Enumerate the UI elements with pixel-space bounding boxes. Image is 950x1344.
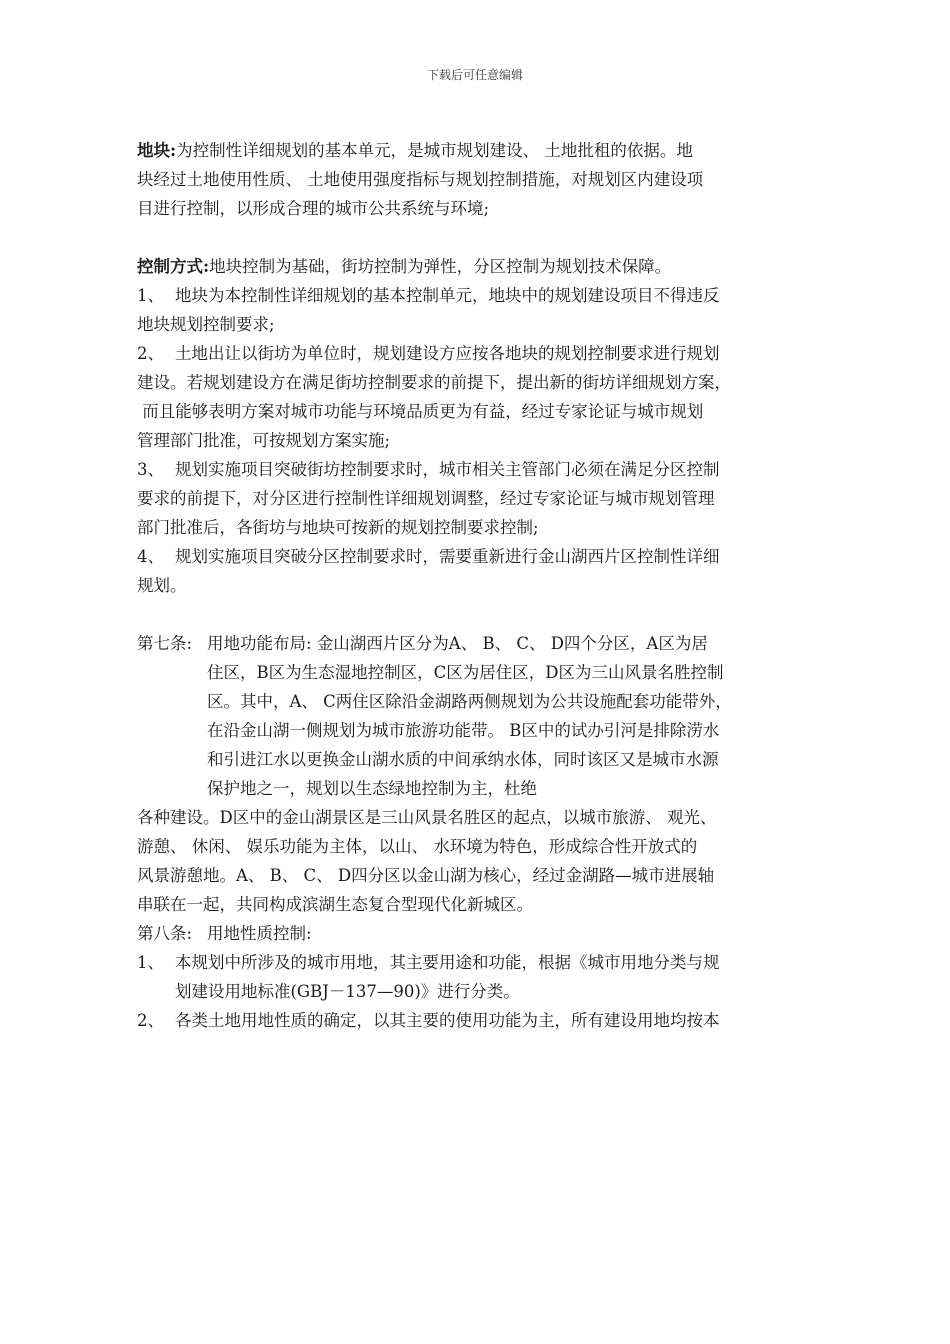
list-number: 1、: [137, 953, 164, 972]
page-header: 下载后可任意编辑: [426, 68, 523, 82]
para-land-block-line-2: 块经过土地使用性质、 土地使用强度指标与规划控制措施，对规划区内建设项: [137, 170, 704, 189]
list-number: 4、: [137, 547, 164, 566]
list-number: 1、: [137, 286, 164, 305]
article-7-label: 第七条:: [137, 634, 193, 653]
control-list-item-3: 3、 规划实施项目突破街坊控制要求时，城市相关主管部门必须在满足分区控制 要求的前提下，对分区进行控制性详细规划调整，经过专家论证与城市规划管理 部门批准后，各街坊与地块可按新的规划控制要求控制;: [137, 455, 817, 542]
control-list-item-2: 2、 土地出让以街坊为单位时，规划建设方应按各地块的规划控制要求进行规划 建设。若规划建设方在满足街坊控制要求的前提下，提出新的街坊详细规划方案， 而且能够表明方案对城市功能与环境品质更为有益，经过专家论证与城市规划 管理部门批准，可按规划方案实施;: [137, 339, 817, 455]
control-list-item-1: 1、 地块为本控制性详细规划的基本控制单元，地块中的规划建设项目不得违反 地块规划控制要求;: [137, 281, 817, 339]
term-land-block: 地块:: [137, 141, 177, 160]
article-8: [137, 919, 817, 1035]
para-land-block-line-1: 地块:为控制性详细规划的基本单元，是城市规划建设、 土地批租的依据。地: [137, 141, 693, 160]
article-8-label: 第八条:: [137, 924, 193, 943]
para-control-method-line-1: 控制方式:地块控制为基础，街坊控制为弹性，分区控制为规划技术保障。: [137, 257, 672, 276]
article-7: 第七条: 用地功能布局: 金山湖西片区分为A、 B、 C、 D四个分区，A区为居 住区，B区为生态湿地控制区，C区为居住区，D区为三山风景名胜控制 区。其中，A、 C两住区除沿金湖路两侧规划为公共设施配套功能带外， 在沿金山湖一侧规划为城市旅游功能带。 B区中的试办引河是排除涝水 和引进江水以更换金山湖水质的中间承纳水体，同时该区又是城市水源 保护地之一，规划以生态绿地控制为主，杜绝 各种建设。D区中的金山湖景区是三山风景名胜区的起点，以城市旅游、 观光、 游憩、 休闲、 娱乐功能为主体，以山、 水环境为特色，形成综合性开放式的 风景游憩地。A、 B、 C、 D四分区以金山湖为核心，经过金湖路—城市进展轴 串联在一起，共同构成滨湖生态复合型现代化新城区。: [137, 629, 817, 919]
article-8-item-1: 1、 本规划中所涉及的城市用地，其主要用途和功能，根据《城市用地分类与规 划建设用地标准(GBJ－137—90)》进行分类。: [137, 948, 817, 1006]
list-number: 2、: [137, 1011, 164, 1030]
term-control-method: 控制方式:: [137, 257, 210, 276]
document-body: [137, 136, 817, 1035]
list-number: 2、: [137, 344, 164, 363]
control-list-item-4: 4、 规划实施项目突破分区控制要求时，需要重新进行金山湖西片区控制性详细 规划。: [137, 542, 817, 600]
article-8-title: 用地性质控制:: [207, 924, 312, 943]
list-number: 3、: [137, 460, 164, 479]
para-land-block-line-3: 目进行控制，以形成合理的城市公共系统与环境;: [137, 199, 490, 218]
article-8-item-2: 2、 各类土地用地性质的确定，以其主要的使用功能为主，所有建设用地均按本: [137, 1006, 817, 1035]
